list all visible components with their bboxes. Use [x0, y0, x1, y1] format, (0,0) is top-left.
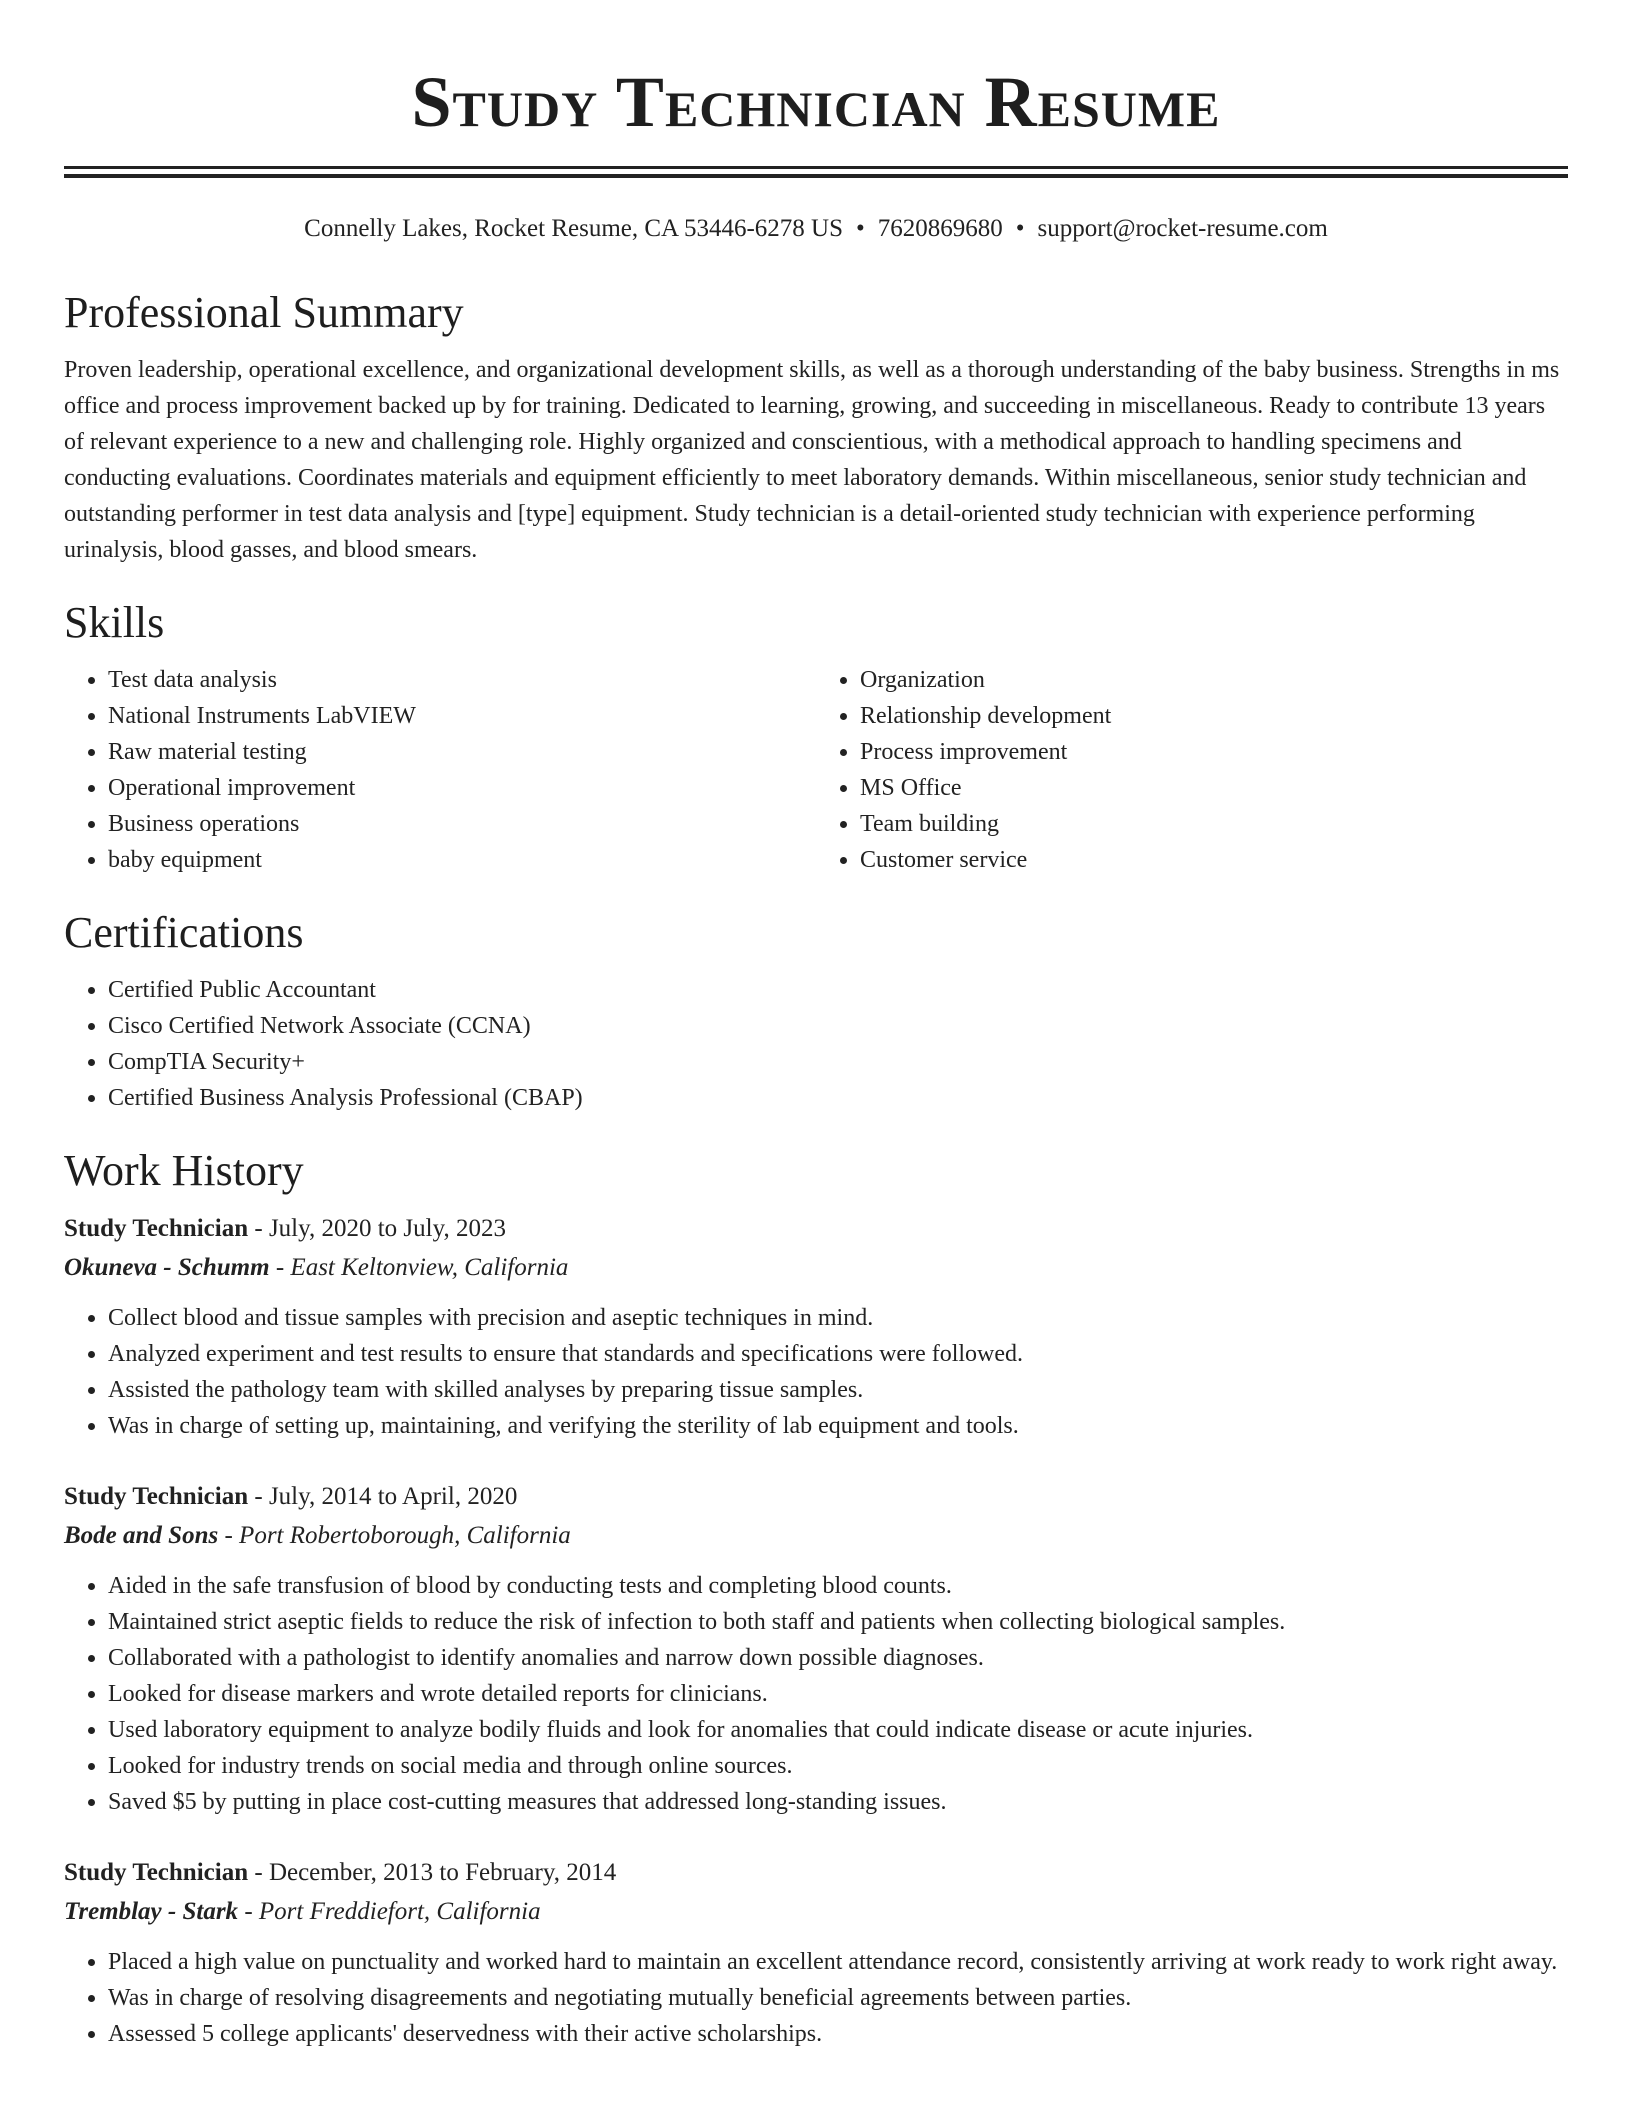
- job-location: Port Freddiefort, California: [258, 1898, 541, 1925]
- contact-separator: •: [1015, 215, 1025, 242]
- skills-column-left: [64, 662, 816, 878]
- skills-column-right: [816, 662, 1568, 878]
- skill-item: • Test data analysis: [108, 662, 816, 698]
- job-bullet: • Looked for industry trends on social media and through online sources.: [108, 1748, 1568, 1784]
- job-bullet: • Looked for disease markers and wrote detailed reports for clinicians.: [108, 1676, 1568, 1712]
- job-dates: July, 2014 to April, 2020: [268, 1483, 518, 1510]
- skill-item: • baby equipment: [108, 842, 816, 878]
- certification-item: • Certified Business Analysis Professional (CBAP): [108, 1080, 1568, 1116]
- summary-heading: Professional Summary: [64, 288, 464, 337]
- contact-phone: 7620869680: [877, 215, 1003, 242]
- skill-item: • Process improvement: [860, 734, 1568, 770]
- contact-separator: •: [856, 215, 865, 242]
- job-entry: [64, 1478, 1568, 1820]
- contact-line: [64, 212, 1568, 246]
- job-bullets: [64, 1300, 1568, 1444]
- title-rule-top: [64, 166, 1568, 169]
- job-bullets: [64, 1568, 1568, 1820]
- job-title-line: Study Technician - July, 2014 to April, 2020: [64, 1483, 518, 1510]
- job-bullet: • Aided in the safe transfusion of blood by conducting tests and completing blood counts.: [108, 1568, 1568, 1604]
- job-title: Study Technician: [64, 1859, 249, 1886]
- job-bullet: • Analyzed experiment and test results to ensure that standards and specifications were followed.: [108, 1336, 1568, 1372]
- job-entry: [64, 1210, 1568, 1444]
- skill-item: • Organization: [860, 662, 1568, 698]
- job-company-line: Tremblay - Stark - Port Freddiefort, California: [64, 1898, 541, 1925]
- job-entry: [64, 1854, 1568, 2052]
- job-bullet: • Saved $5 by putting in place cost-cutting measures that addressed long-standing issues.: [108, 1784, 1568, 1820]
- job-location: East Keltonview, California: [290, 1254, 569, 1281]
- skill-item: • Operational improvement: [108, 770, 816, 806]
- job-title-line: Study Technician - July, 2020 to July, 2023: [64, 1215, 506, 1242]
- job-bullet: • Collaborated with a pathologist to identify anomalies and narrow down possible diagnoses.: [108, 1640, 1568, 1676]
- skills-list: [64, 662, 1568, 878]
- job-location: Port Robertoborough, California: [239, 1522, 571, 1549]
- job-bullet: • Was in charge of setting up, maintaining, and verifying the sterility of lab equipment and tools.: [108, 1408, 1568, 1444]
- job-company: Tremblay - Stark: [64, 1898, 239, 1925]
- job-bullet: • Used laboratory equipment to analyze bodily fluids and look for anomalies that could indicate disease or acute injuries.: [108, 1712, 1568, 1748]
- job-bullet: • Assessed 5 college applicants' deservedness with their active scholarships.: [108, 2016, 1568, 2052]
- page-title: Study Technician Resume: [411, 62, 1221, 142]
- skill-item: • Customer service: [860, 842, 1568, 878]
- job-title-line: Study Technician - December, 2013 to February, 2014: [64, 1859, 617, 1886]
- job-bullets: [64, 1944, 1568, 2052]
- certification-item: • CompTIA Security+: [108, 1044, 1568, 1080]
- job-bullet: • Collect blood and tissue samples with precision and aseptic techniques in mind.: [108, 1300, 1568, 1336]
- job-bullet: • Was in charge of resolving disagreements and negotiating mutually beneficial agreements between parties.: [108, 1980, 1568, 2016]
- certification-item: • Cisco Certified Network Associate (CCNA): [108, 1008, 1568, 1044]
- skills-heading: Skills: [64, 598, 165, 647]
- skill-item: • Business operations: [108, 806, 816, 842]
- job-bullet: • Placed a high value on punctuality and worked hard to maintain an excellent attendance record, consistently arriving at work ready to work right away.: [108, 1944, 1568, 1980]
- skill-item: • Team building: [860, 806, 1568, 842]
- job-dates: December, 2013 to February, 2014: [268, 1859, 617, 1886]
- contact-address: Connelly Lakes, Rocket Resume, CA 53446-6278 US: [304, 215, 843, 242]
- certifications-list: [64, 972, 1568, 1116]
- work-history-heading: Work History: [64, 1146, 304, 1195]
- certifications-heading: Certifications: [64, 908, 304, 957]
- summary-text: Proven leadership, operational excellence, and organizational development skills, as well as a thorough understanding of the baby business. Strengths in ms office and process improvement backed up by for training. Dedicated to learning, growing, and succeeding in miscellaneous. Ready to contribute 13 years of relevant experience to a new and challenging role. Highly organized and conscientious, with a methodical approach to handling specimens and conducting evaluations. Coordinates materials and equipment efficiently to meet laboratory demands. Within miscellaneous, senior study technician and outstanding performer in test data analysis and [type] equipment. Study technician is a detail-oriented study technician with experience performing urinalysis, blood gasses, and blood smears.: [64, 357, 1560, 563]
- contact-email[interactable]: support@rocket-resume.com: [1037, 215, 1328, 242]
- job-company-line: Okuneva - Schumm - East Keltonview, California: [64, 1254, 569, 1281]
- skill-item: • Raw material testing: [108, 734, 816, 770]
- job-bullet: • Assisted the pathology team with skilled analyses by preparing tissue samples.: [108, 1372, 1568, 1408]
- skill-item: • MS Office: [860, 770, 1568, 806]
- job-dates: July, 2020 to July, 2023: [268, 1215, 506, 1242]
- job-company: Okuneva - Schumm: [64, 1254, 270, 1281]
- skill-item: • National Instruments LabVIEW: [108, 698, 816, 734]
- skill-item: • Relationship development: [860, 698, 1568, 734]
- job-bullet: • Maintained strict aseptic fields to reduce the risk of infection to both staff and patients when collecting biological samples.: [108, 1604, 1568, 1640]
- job-title: Study Technician: [64, 1215, 249, 1242]
- job-title: Study Technician: [64, 1483, 249, 1510]
- title-rule-bottom: [64, 174, 1568, 178]
- certification-item: • Certified Public Accountant: [108, 972, 1568, 1008]
- job-company: Bode and Sons: [64, 1522, 219, 1549]
- job-company-line: Bode and Sons - Port Robertoborough, California: [64, 1522, 571, 1549]
